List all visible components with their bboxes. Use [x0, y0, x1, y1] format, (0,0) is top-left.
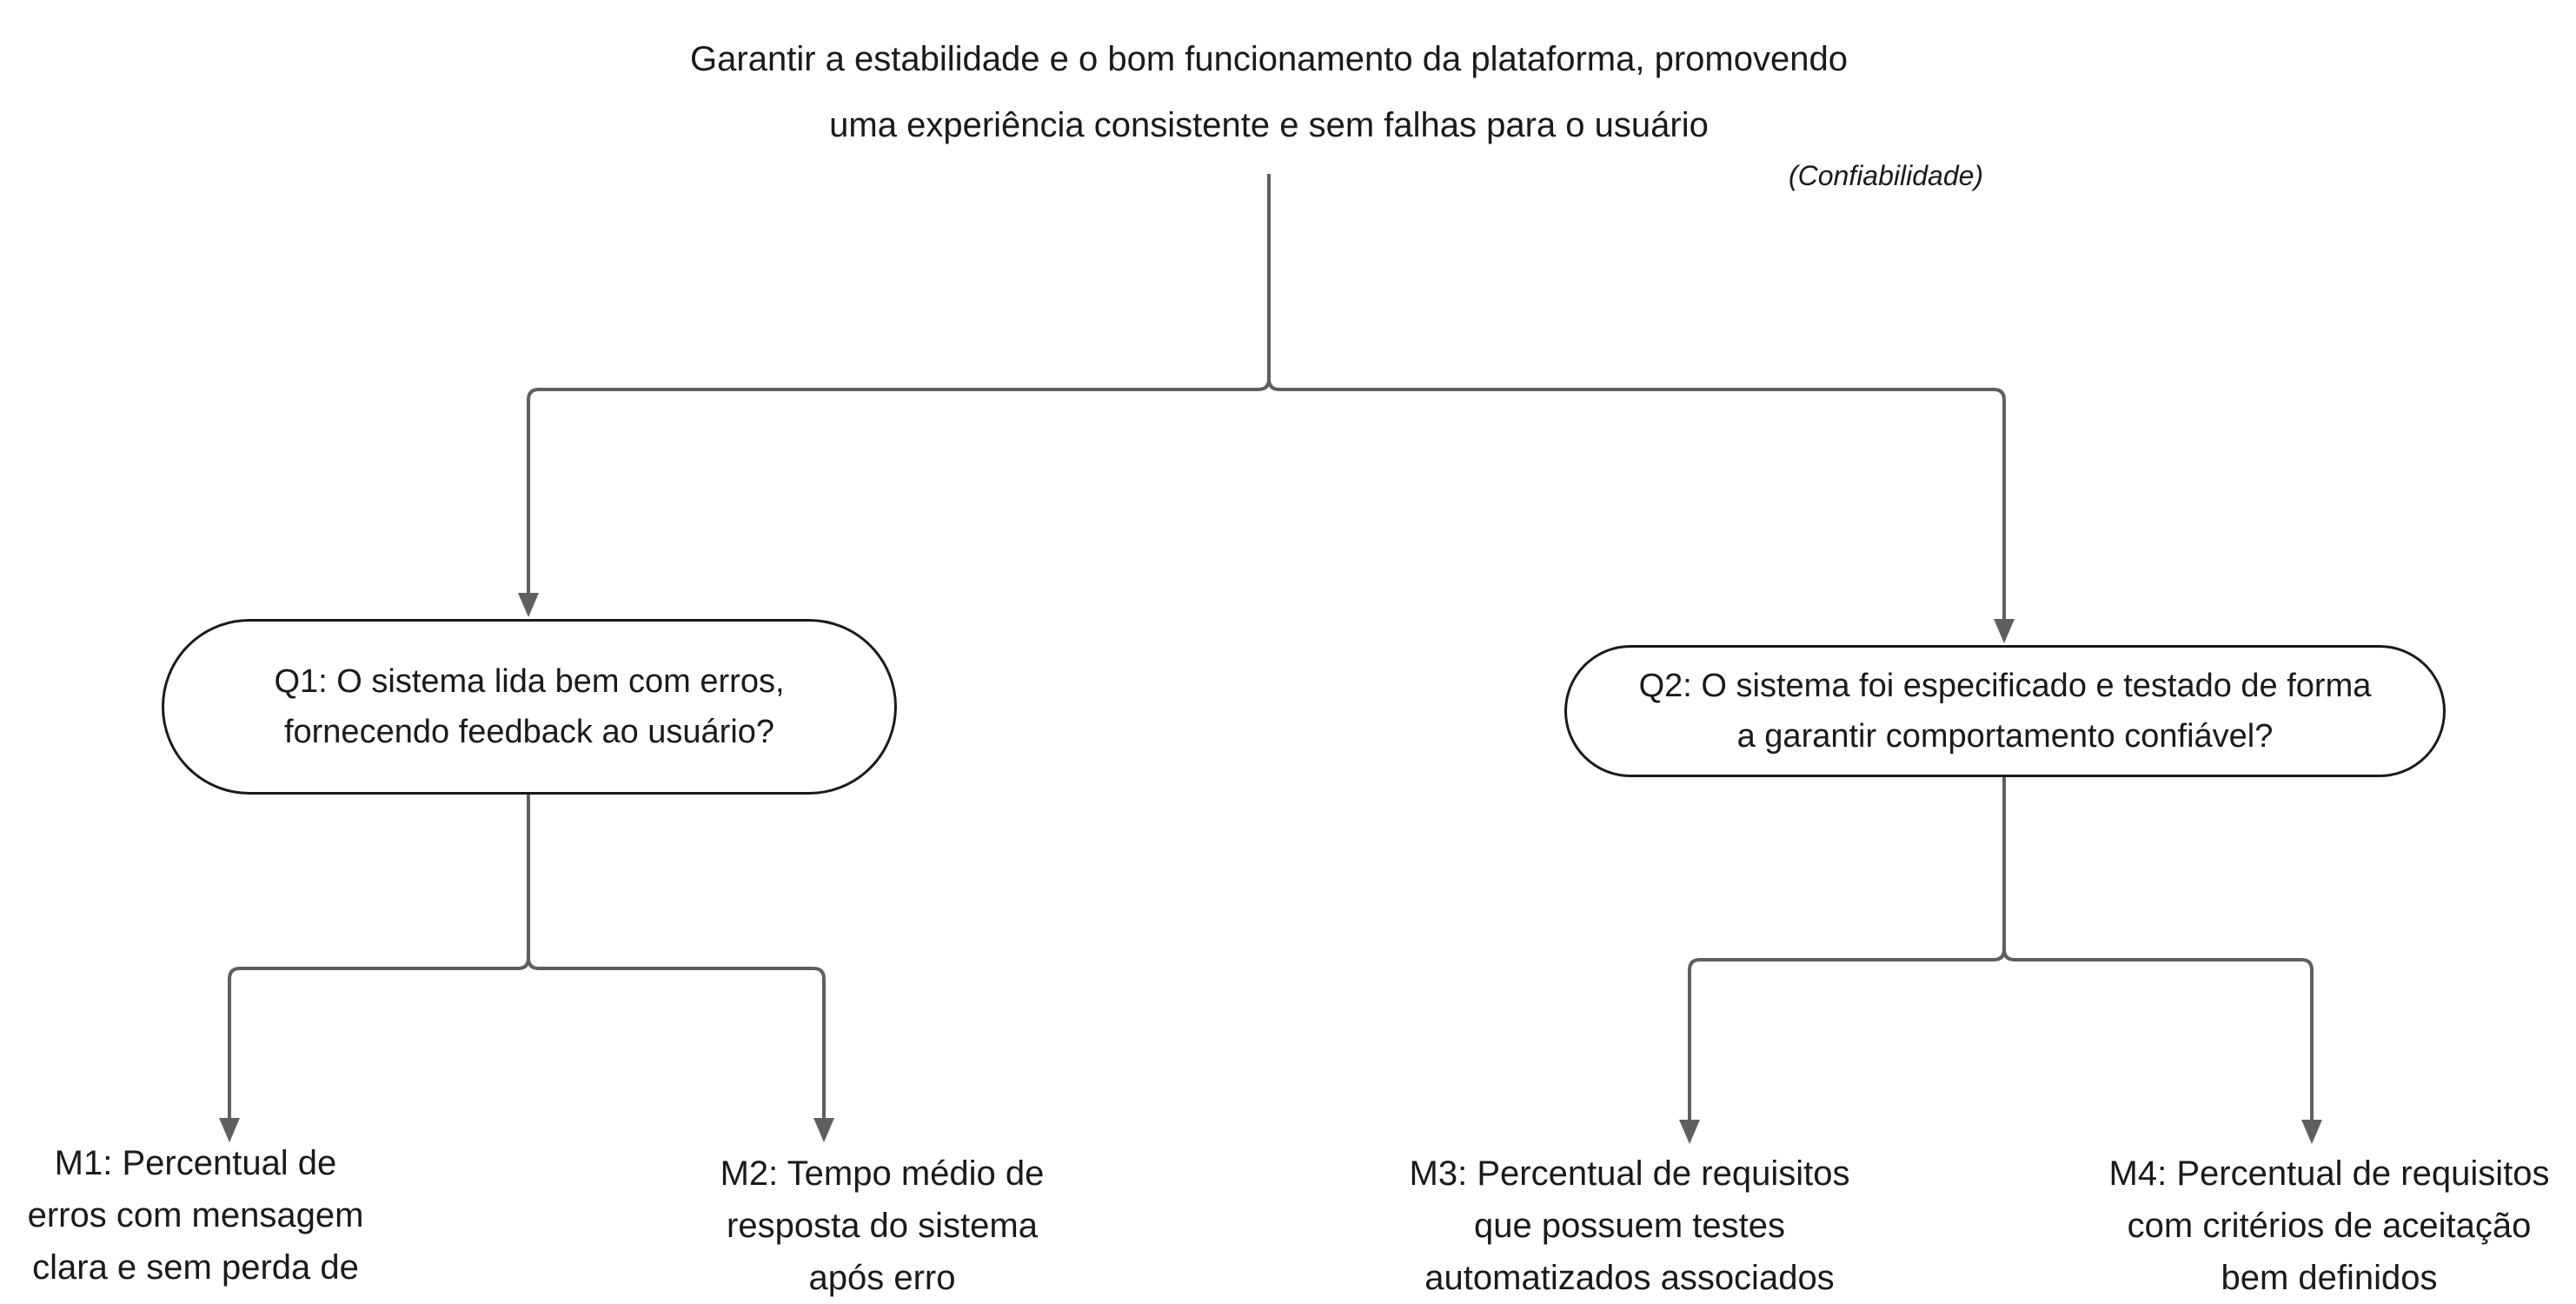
metric-line: bem definidos [2221, 1259, 2438, 1297]
question-line: Q2: O sistema foi especificado e testado de forma [1638, 668, 2372, 704]
m3-arrowhead [1679, 1120, 1700, 1144]
question-line: Q1: O sistema lida bem com erros, [274, 663, 785, 700]
goal-text [487, 26, 2051, 158]
m2-arrowhead [813, 1118, 834, 1142]
metric-line: M3: Percentual de requisitos [1409, 1154, 1850, 1193]
metric-line: após erro [808, 1259, 956, 1297]
question-q1-node [162, 619, 897, 795]
question-line: fornecendo feedback ao usuário? [283, 714, 775, 750]
question-q2-node [1564, 645, 2446, 777]
metric-line: erros com mensagem [27, 1196, 364, 1234]
metric-m1-node [0, 1137, 391, 1294]
q2-to-m4-connector [2004, 949, 2312, 1120]
m4-arrowhead [2301, 1120, 2322, 1144]
q1-to-m2-connector [528, 958, 824, 1118]
metric-m2-node [661, 1148, 1104, 1304]
question-line: a garantir comportamento confiável? [1736, 718, 2274, 755]
metric-line: que possuem testes [1474, 1207, 1785, 1245]
goal-trunk-connector [528, 174, 1269, 593]
metric-line: M1: Percentual de [54, 1144, 337, 1182]
metric-line: resposta do sistema [727, 1207, 1038, 1245]
q2-to-m3-connector [1690, 777, 2004, 1120]
goal-to-q2-connector [1269, 379, 2004, 619]
goal-line: uma experiência consistente e sem falhas para o usuário [829, 106, 1709, 144]
q1-arrowhead [518, 593, 539, 617]
metric-m3-node [1356, 1148, 1903, 1304]
goal-line: Garantir a estabilidade e o bom funcionamento da plataforma, promovendo [690, 40, 1848, 78]
metric-line: M4: Percentual de requisitos [2108, 1154, 2550, 1193]
metric-line: clara e sem perda de [32, 1248, 359, 1287]
metric-line: M2: Tempo médio de [720, 1154, 1045, 1193]
goal-category-tag: (Confiabilidade) [1788, 160, 1984, 191]
q2-arrowhead [1994, 619, 2015, 643]
metric-m4-node [2086, 1148, 2573, 1304]
metric-line: com critérios de aceitação [2127, 1207, 2532, 1245]
metric-line: automatizados associados [1424, 1259, 1835, 1297]
q1-to-m1-connector [229, 795, 528, 1118]
